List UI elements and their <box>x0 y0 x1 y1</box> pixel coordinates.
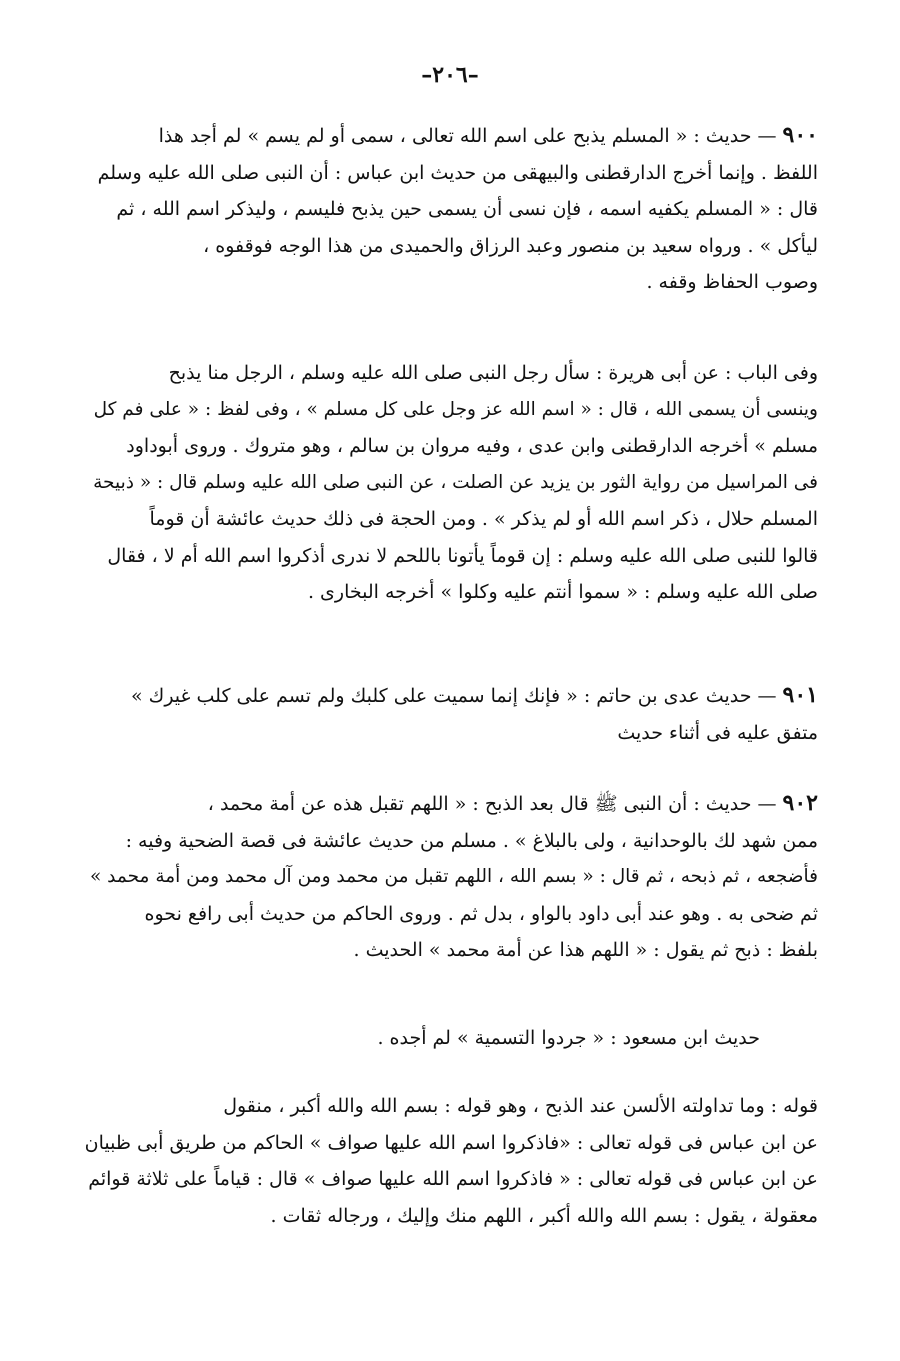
paragraph-line: معقولة ، يقول : بسم الله والله أكبر ، اللهم منك وإليك ، ورجاله ثقات . <box>270 1204 818 1227</box>
hadith-line: ٩٠١ — حديث عدى بن حاتم : « فإنك إنما سميت على كلبك ولم تسم على كلب غيرك » <box>131 682 818 708</box>
paragraph-qawluhu <box>78 1088 818 1234</box>
hadith-902 <box>78 785 818 969</box>
hadith-line: بلفظ : ذبح ثم يقول : « اللهم هذا عن أمة محمد » الحديث . <box>353 939 818 961</box>
hadith-line: متفق عليه فى أثناء حديث <box>617 721 818 744</box>
hadith-number: ٩٠٠ <box>782 122 818 148</box>
hadith-line: اللفظ . وإنما أخرج الدارقطنى والبيهقى من حديث ابن عباس : أن النبى صلى الله عليه وسلم <box>97 161 818 184</box>
paragraph-line: عن ابن عباس فى قوله تعالى : «فاذكروا اسم الله عليها صواف » الحاكم من طريق أبى ظبيان <box>84 1131 818 1154</box>
hadith-line: ٩٠٠ — حديث : « المسلم يذبح على اسم الله تعالى ، سمى أو لم يسم » لم أجد هذا <box>158 122 818 148</box>
hadith-line: ثم ضحى به . وهو عند أبى داود بالواو ، بدل ثم . وروى الحاكم من حديث أبى رافع نحوه <box>144 902 818 925</box>
hadith-line: قال : « المسلم يكفيه اسمه ، فإن نسى أن يسمى حين يذبح فليسم ، وليذكر اسم الله ، ثم <box>116 198 818 220</box>
hadith-number: ٩٠١ <box>782 682 818 708</box>
paragraph-line: فى المراسيل من رواية الثور بن يزيد عن الصلت ، عن النبى صلى الله عليه وسلم قال : « ذبيحة <box>93 471 818 493</box>
hadith-ibn-masud <box>80 1020 760 1057</box>
paragraph-line: المسلم حلال ، ذكر اسم الله أو لم يذكر » . ومن الحجة فى ذلك حديث عائشة أن قوماً <box>149 508 818 530</box>
page-number: –٢٠٦– <box>421 62 479 88</box>
hadith-900 <box>78 117 818 301</box>
paragraph-line: مسلم » أخرجه الدارقطنى وابن عدى ، وفيه مروان بن سالم ، وهو متروك . وروى أبوداود <box>126 435 818 457</box>
hadith-line: حديث ابن مسعود : « جردوا التسمية » لم أجده . <box>377 1027 760 1049</box>
paragraph-line: وينسى أن يسمى الله ، قال : « اسم الله عز وجل على كل مسلم » ، وفى لفظ : « على فم كل <box>93 398 818 420</box>
hadith-number: ٩٠٢ <box>782 790 818 816</box>
paragraph-line: قالوا للنبى صلى الله عليه وسلم : إن قوماً يأتونا باللحم لا ندرى أذكروا اسم الله أم لا ، فقال <box>107 544 818 567</box>
paragraph-line: وفى الباب : عن أبى هريرة : سأل رجل النبى صلى الله عليه وسلم ، الرجل منا يذبح <box>168 362 818 384</box>
paragraph-fi-al-bab <box>78 355 818 611</box>
paragraph-line: صلى الله عليه وسلم : « سموا أنتم عليه وكلوا » أخرجه البخارى . <box>307 581 818 603</box>
hadith-line: ممن شهد لك بالوحدانية ، ولى بالبلاغ » . مسلم من حديث عائشة فى قصة الضحية وفيه : <box>125 829 818 852</box>
hadith-901 <box>78 677 818 751</box>
hadith-line: ٩٠٢ — حديث : أن النبى ﷺ قال بعد الذبح : « اللهم تقبل هذه عن أمة محمد ، <box>207 790 818 816</box>
hadith-line: فأضجعه ، ثم ذبحه ، ثم قال : « بسم الله ، اللهم تقبل من محمد ومن آل محمد ومن أمة محمد » <box>89 866 818 887</box>
hadith-line: ليأكل » . ورواه سعيد بن منصور وعبد الرزاق والحميدى من هذا الوجه فوقفوه ، <box>203 234 818 257</box>
paragraph-line: قوله : وما تداولته الألسن عند الذبح ، وهو قوله : بسم الله والله أكبر ، منقول <box>223 1095 818 1117</box>
hadith-line: وصوب الحفاظ وقفه . <box>646 271 818 293</box>
paragraph-line: عن ابن عباس فى قوله تعالى : « فاذكروا اسم الله عليها صواف » قال : قياماً على ثلاثة قوائم <box>88 1168 818 1190</box>
